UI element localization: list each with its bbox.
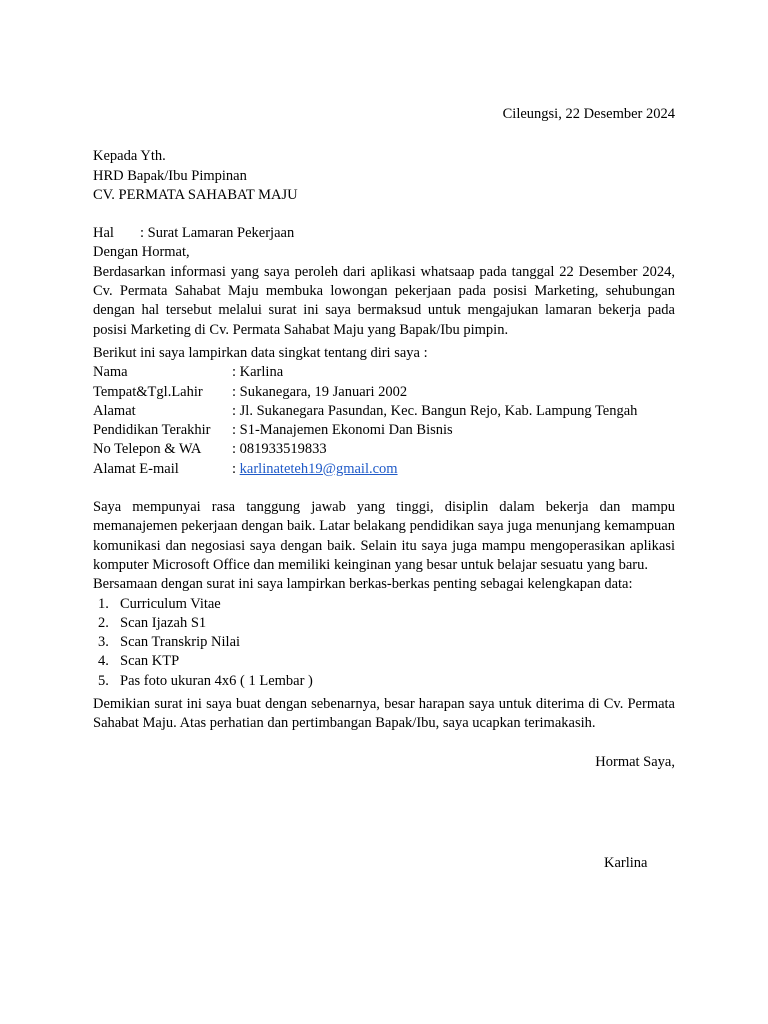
body-paragraph: Saya mempunyai rasa tanggung jawab yang tinggi, disiplin dalam bekerja dan mampu memanajemen pekerjaan dengan baik. Latar belakang pendidikan saya juga menunjang kemampuan komunikasi dan negosiasi saya dengan baik. Selain itu saya juga mampu mengoperasikan aplikasi komputer Microsoft Office dan memiliki keinginan yang besar untuk belajar sesuatu yang baru. xyxy=(93,499,675,573)
list-item xyxy=(93,614,675,633)
data-value: : Sukanegara, 19 Januari 2002 xyxy=(232,383,408,400)
list-text: Pas foto ukuran 4x6 ( 1 Lembar ) xyxy=(120,672,313,689)
closing-paragraph: Demikian surat ini saya buat dengan sebenarnya, besar harapan saya untuk diterima di Cv. Permata Sahabat Maju. Atas perhatian dan pertimbangan Bapak/Ibu, saya ucapkan terimakasih. xyxy=(93,696,675,732)
subject-value: : Surat Lamaran Pekerjaan xyxy=(140,225,295,242)
data-label: Alamat E-mail xyxy=(93,460,179,477)
list-item xyxy=(93,595,675,614)
data-row-birth xyxy=(93,383,675,402)
data-value: : Karlina xyxy=(232,364,284,381)
list-text: Scan KTP xyxy=(120,653,180,670)
list-number: 1. xyxy=(98,595,109,612)
data-label: Tempat&Tgl.Lahir xyxy=(93,383,203,400)
subject-line xyxy=(93,224,675,243)
attachments-list xyxy=(93,595,675,691)
list-text: Curriculum Vitae xyxy=(120,595,221,612)
list-text: Scan Ijazah S1 xyxy=(120,614,207,631)
subject-label: Hal xyxy=(93,225,114,242)
data-row-education xyxy=(93,421,675,440)
list-item xyxy=(93,672,675,691)
intro-paragraph: Berdasarkan informasi yang saya peroleh dari aplikasi whatsaap pada tanggal 22 Desember 2024, Cv. Permata Sahabat Maju membuka lowongan pekerjaan pada posisi Marketing, sehubungan dengan hal tersebut melalui surat ini saya bermaksud untuk mengajukan lamaran bekerja pada posisi Marketing di Cv. Permata Sahabat Maju yang Bapak/Ibu pimpin. xyxy=(93,263,675,338)
data-row-email xyxy=(93,460,675,479)
data-label: Nama xyxy=(93,364,128,381)
letter-body xyxy=(93,105,675,772)
list-number: 5. xyxy=(98,672,109,689)
closing-salutation: Hormat Saya, xyxy=(595,753,675,770)
recipient-line-1: Kepada Yth. xyxy=(93,148,166,165)
place-date: Cileungsi, 22 Desember 2024 xyxy=(502,106,675,122)
recipient-block xyxy=(93,147,675,205)
data-label: Pendidikan Terakhir xyxy=(93,422,211,439)
signature-name: Karlina xyxy=(604,855,648,871)
data-row-address xyxy=(93,402,675,421)
attachments-intro: Bersamaan dengan surat ini saya lampirkan berkas-berkas penting sebagai kelengkapan data: xyxy=(93,576,633,593)
list-text: Scan Transkrip Nilai xyxy=(120,634,241,651)
recipient-line-2: HRD Bapak/Ibu Pimpinan xyxy=(93,167,247,184)
recipient-line-3: CV. PERMATA SAHABAT MAJU xyxy=(93,186,298,203)
list-number: 3. xyxy=(98,634,109,651)
data-intro: Berikut ini saya lampirkan data singkat tentang diri saya : xyxy=(93,344,428,361)
list-item xyxy=(93,652,675,671)
data-row-phone xyxy=(93,440,675,459)
list-number: 4. xyxy=(98,653,109,670)
data-row-name xyxy=(93,363,675,382)
data-value: : 081933519833 xyxy=(232,441,327,458)
list-item xyxy=(93,633,675,652)
data-value: : Jl. Sukanegara Pasundan, Kec. Bangun Rejo, Kab. Lampung Tengah xyxy=(232,402,638,419)
greeting: Dengan Hormat, xyxy=(93,244,190,261)
data-label: No Telepon & WA xyxy=(93,441,202,458)
data-label: Alamat xyxy=(93,402,136,419)
data-value xyxy=(232,460,675,479)
email-prefix: : xyxy=(232,460,240,477)
email-link[interactable]: karlinateteh19@gmail.com xyxy=(239,460,398,477)
personal-data-table xyxy=(93,363,675,479)
list-number: 2. xyxy=(98,614,109,631)
data-value: : S1-Manajemen Ekonomi Dan Bisnis xyxy=(232,422,453,439)
